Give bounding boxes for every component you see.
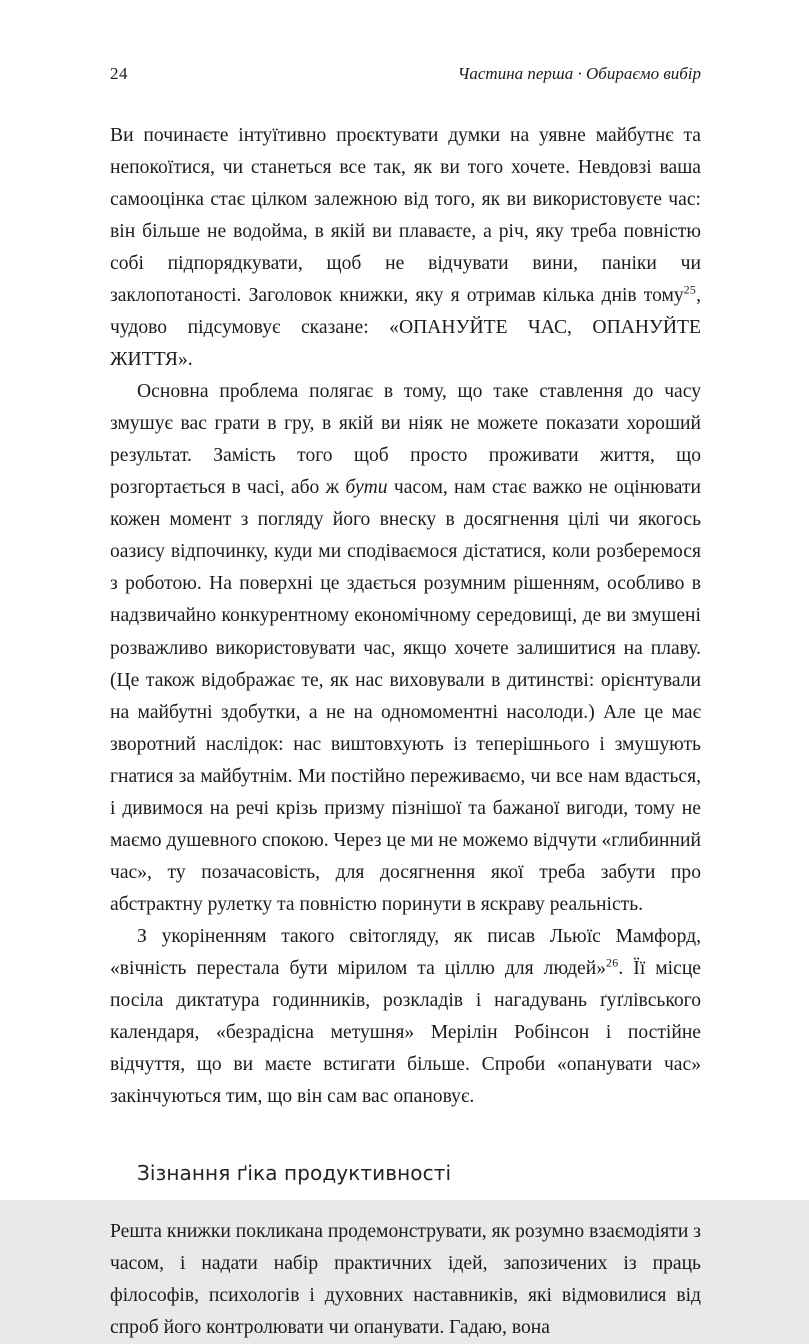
- running-header: Частина перша · Обираємо вибір: [457, 64, 701, 83]
- paragraph-text: , чудово підсумовує сказане: «ОПАНУЙТЕ ЧАС, ОПАНУЙТЕ ЖИТТЯ».: [110, 285, 701, 371]
- section-heading: Зізнання ґіка продуктивності: [137, 1160, 452, 1185]
- paragraph-text: Ви починаєте інтуїтивно проєктувати думки на уявне майбутнє та непокоїтися, чи станеться все так, як ви того хочете. Невдовзі ваша самооцінка стає цілком залежною від того, як ви використовуєте час: він більше не водойма, в якій ви плаваєте, а річ, яку треба повністю собі підпорядкувати, щоб не відчувати вини, паніки чи заклопотаності. Заголовок книжки, яку я отримав кілька днів тому: [110, 125, 701, 307]
- paragraph: [110, 120, 701, 376]
- paragraph: [110, 921, 701, 1113]
- paragraph: [110, 376, 701, 921]
- paragraph-text: З укоріненням такого світогляду, як писав Льюїс Мамфорд, «вічність перестала бути мірилом та ціллю для людей»: [110, 925, 701, 979]
- paragraph-text: . Її місце посіла диктатура годинників, розкладів і нагадувань ґуґлівського календаря, «безрадісна метушня» Мерілін Робінсон і постійне відчуття, що ви маєте встигати більше. Спроби «опанувати час» закінчуються тим, що він сам вас опановує.: [110, 957, 702, 1107]
- page-body: [110, 120, 701, 1344]
- footnote-reference: 25: [683, 283, 697, 297]
- paragraph: Решта книжки покликана продемонструвати, як розумно взаємодіяти з часом, і надати набір практичних ідей, запозичених із праць філософів, психологів і духовних наставників, які відмовилися від спроб його контролювати чи опанувати. Гадаю, вона: [110, 1220, 701, 1338]
- emphasized-text: бути: [345, 477, 388, 499]
- paragraph-text: Основна проблема полягає в тому, що таке ставлення до часу змушує вас грати в гру, в якій ви ніяк не можете показати хороший результат. Замість того щоб просто проживати життя, що розгортається в часі, або ж: [110, 381, 701, 499]
- paragraph-text: часом, нам стає важко не оцінювати кожен момент з погляду його внеску в досягнення цілі чи якогось оазису відпочинку, куди ми сподіваємося дістатися, коли розберемося з роботою. На поверхні це здається розумним рішенням, особливо в надзвичайно конкурентному економічному середовищі, де ви змушені розважливо використовувати час, якщо хочете залишитися на плаву. (Це також відображає те, як нас виховували в дитинстві: орієнтували на майбутні здобутки, а не на одномоментні насолоди.) Але це має зворотний наслідок: нас виштовхують із теперішнього і змушують гнатися за майбутнім. Ми постійно переживаємо, чи все нам вдасться, і дивимося на речі крізь призму пізнішої та бажаної вигоди, тому не маємо душевного спокою. Через це ми не можемо відчути «глибинний час», ту позачасовість, для досягнення якої треба забути про абстрактну рулетку та повністю поринути в яскраву реальність.: [110, 477, 701, 915]
- footnote-reference: 26: [606, 956, 619, 970]
- page-number: 24: [110, 64, 128, 83]
- page-header: [110, 64, 701, 84]
